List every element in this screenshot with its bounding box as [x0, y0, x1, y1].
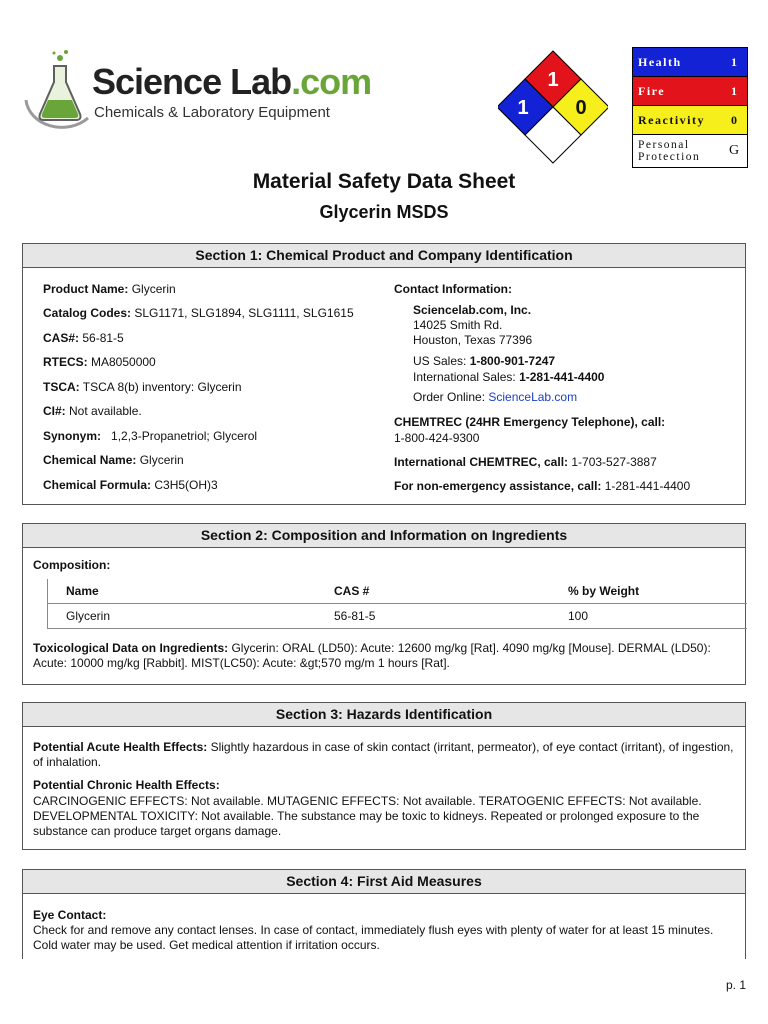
chemical-formula-row: Chemical Formula: C3H5(OH)3 — [43, 478, 218, 492]
column-header-weight: % by Weight — [550, 579, 747, 604]
sciencelab-link[interactable]: ScienceLab.com — [488, 390, 578, 404]
synonym-row: Synonym: 1,2,3-Propanetriol; Glycerol — [43, 429, 258, 443]
hmis-fire-row: Fire 1 — [633, 77, 747, 106]
hmis-rating-table — [632, 47, 748, 168]
eye-contact-label: Eye Contact: — [33, 908, 107, 922]
section-1 — [22, 243, 746, 505]
address-line-2: Houston, Texas 77396 — [413, 333, 533, 347]
section-2 — [22, 523, 746, 685]
column-header-cas: CAS # — [316, 579, 550, 604]
us-sales-row: US Sales: 1-800-901-7247 — [413, 354, 556, 368]
nfpa-diamond — [498, 46, 608, 166]
address-line-1: 14025 Smith Rd. — [413, 318, 503, 332]
nfpa-health-value: 1 — [517, 97, 529, 119]
section-1-heading: Section 1: Chemical Product and Company Identification — [23, 244, 745, 268]
logo-brand: Science Lab.com — [92, 61, 372, 102]
hmis-health-row: Health 1 — [633, 48, 747, 77]
company-name: Sciencelab.com, Inc. — [413, 303, 532, 317]
logo-tagline: Chemicals & Laboratory Equipment — [94, 104, 330, 121]
table-row — [48, 604, 748, 629]
acute-effects-paragraph: Potential Acute Health Effects: Slightly hazardous in case of skin contact (irritant, permeator), of eye contact (irritant), of ingestion, of inhalation. — [33, 740, 734, 769]
composition-label: Composition: — [33, 558, 111, 572]
nfpa-fire-value: 1 — [547, 69, 559, 91]
section-3-heading: Section 3: Hazards Identification — [23, 703, 745, 727]
eye-contact-text: Check for and remove any contact lenses. In case of contact, immediately flush eyes with plenty of water for at least 15 minutes. Cold water may be used. Get medical attention if irritation occurs. — [33, 923, 714, 952]
chemical-name-row: Chemical Name: Glycerin — [43, 453, 184, 467]
tsca-row: TSCA: TSCA 8(b) inventory: Glycerin — [43, 380, 242, 394]
column-header-name: Name — [48, 579, 317, 604]
non-emergency-row: For non-emergency assistance, call: 1-281-441-4400 — [394, 479, 691, 493]
document-title: Material Safety Data Sheet — [252, 170, 516, 193]
intl-sales-row: International Sales: 1-281-441-4400 — [413, 370, 605, 384]
chronic-effects-text: CARCINOGENIC EFFECTS: Not available. MUTAGENIC EFFECTS: Not available. TERATOGENIC EFFECTS: Not available. DEVELOPMENTAL TOXICITY: Not available. The substance may be toxic to kidneys. Repeated or prolonged exposure to the substance can produce target organs damage. — [33, 794, 702, 838]
document-subtitle: Glycerin MSDS — [319, 202, 449, 222]
chemtrec-phone: 1-800-424-9300 — [394, 431, 480, 445]
section-4 — [22, 869, 746, 959]
rtecs-row: RTECS: MA8050000 — [43, 355, 156, 369]
ingredient-weight-cell: 100 — [550, 604, 747, 629]
product-name-row: Product Name: Glycerin — [43, 282, 176, 296]
section-4-heading: Section 4: First Aid Measures — [23, 870, 745, 894]
chemtrec-label: CHEMTREC (24HR Emergency Telephone), call: — [394, 415, 666, 429]
ci-row: CI#: Not available. — [43, 404, 142, 418]
cas-row: CAS#: 56-81-5 — [43, 331, 124, 345]
catalog-codes-row: Catalog Codes: SLG1171, SLG1894, SLG1111, SLG1615 — [43, 306, 354, 320]
contact-info-label: Contact Information: — [394, 282, 512, 296]
order-online-row: Order Online: ScienceLab.com — [413, 390, 578, 404]
hmis-reactivity-row: Reactivity 0 — [633, 106, 747, 135]
chronic-effects-label: Potential Chronic Health Effects: — [33, 778, 220, 792]
nfpa-reactivity-value: 0 — [575, 97, 587, 119]
section-2-heading: Section 2: Composition and Information on Ingredients — [23, 524, 745, 548]
ingredient-cas-cell: 56-81-5 — [316, 604, 550, 629]
page-number: p. 1 — [725, 978, 746, 992]
section-3 — [22, 702, 746, 850]
tox-data-paragraph: Toxicological Data on Ingredients: Glycerin: ORAL (LD50): Acute: 12600 mg/kg [Rat]. 4090 mg/kg [Mouse]. DERMAL (LD50): Acute: 10000 mg/kg [Rabbit]. MIST(LC50): Acute: &gt;570 mg/m 1 hours [Rat]. — [33, 641, 711, 670]
hmis-ppe-row: Personal Protection G — [633, 135, 747, 167]
ingredients-table — [47, 579, 747, 629]
intl-chemtrec-row: International CHEMTREC, call: 1-703-527-3887 — [394, 455, 657, 469]
ingredient-name-cell: Glycerin — [48, 604, 317, 629]
table-header-row — [48, 579, 748, 604]
